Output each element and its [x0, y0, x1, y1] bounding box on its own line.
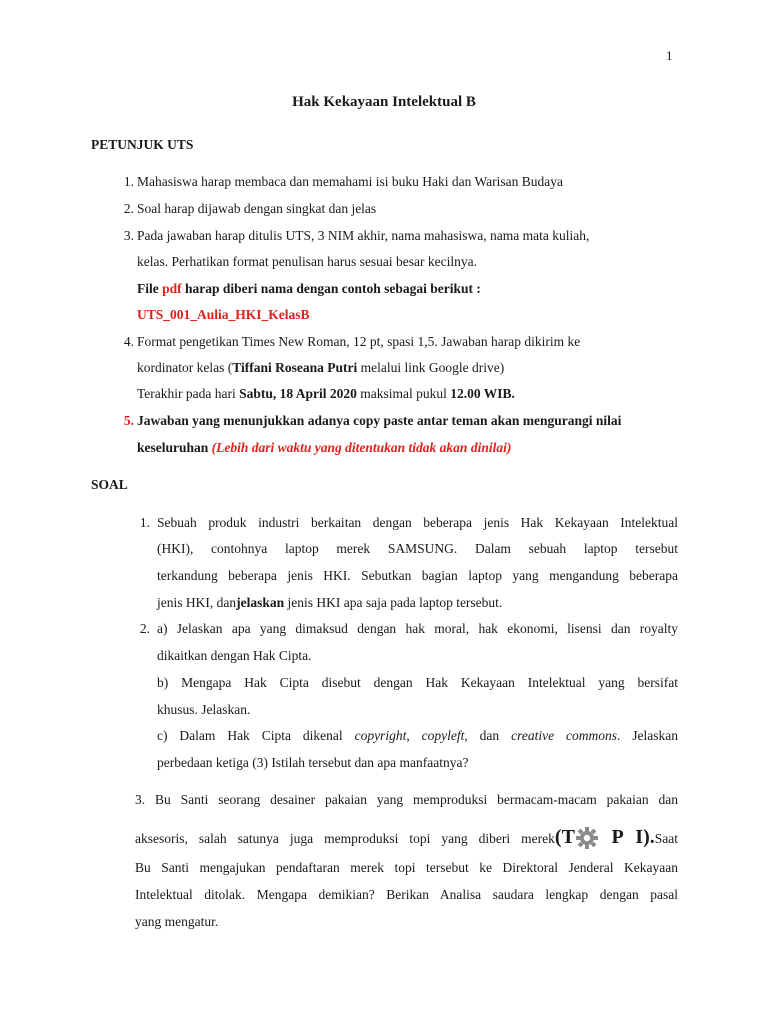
question-text: Intelektual ditolak. Mengapa demikian? Berikan Analisa saudara lengkap dengan pasal [135, 887, 678, 902]
item-text [137, 440, 511, 456]
term-creative-commons: creative commons [511, 728, 617, 743]
logo-text: P I). [598, 826, 655, 848]
question-2c-text: perbedaan ketiga (3) Istilah tersebut dan apa manfaatnya? [157, 755, 469, 770]
question-2b-text: khusus. Jelaskan. [157, 702, 251, 717]
question-text: (HKI), contohnya laptop merek SAMSUNG. Dalam sebuah laptop tersebut [157, 541, 678, 556]
item-number: 4. [123, 334, 134, 349]
item-text [137, 360, 504, 376]
text-run: Terakhir pada hari [137, 386, 240, 401]
term-copyright: copyright [354, 728, 407, 743]
coordinator-name: Tiffani Roseana Putri [232, 360, 358, 375]
question-2a-text: a) Jelaskan apa yang dimaksud dengan hak moral, hak ekonomi, lisensi dan royalty [157, 621, 678, 636]
deadline-date: Sabtu, 18 April 2020 [239, 386, 357, 401]
file-name-example: UTS_001_Aulia_HKI_KelasB [137, 307, 310, 322]
file-instruction-text: harap diberi nama dengan contoh sebagai berikut : [181, 281, 481, 296]
text-run: maksimal pukul [356, 386, 451, 401]
document-title: Hak Kekayaan Intelektual B [292, 94, 476, 110]
question-2c-text [157, 728, 678, 744]
question-text: Sebuah produk industri berkaitan dengan beberapa jenis Hak Kekayaan Intelektual [157, 515, 678, 530]
item-text: Pada jawaban harap ditulis UTS, 3 NIM akhir, nama mahasiswa, nama mata kuliah, [137, 228, 590, 243]
question-2b-text: b) Mengapa Hak Cipta disebut dengan Hak Kekayaan Intelektual yang bersifat [157, 675, 678, 690]
text-run: melalui link Google drive) [357, 360, 505, 375]
text-run: c) Dalam Hak Cipta dikenal [157, 728, 355, 743]
question-text: yang mengatur. [135, 914, 219, 929]
item-text: Soal harap dijawab dengan singkat dan jelas [137, 201, 377, 216]
file-naming-instruction [137, 281, 481, 297]
question-text: Bu Santi mengajukan pendaftaran merek topi tersebut ke Direktoral Jenderal Kekayaan [135, 860, 678, 875]
question-text: terkandung beberapa jenis HKI. Sebutkan bagian laptop yang mengandung beberapa [157, 568, 678, 583]
page-number: 1 [666, 48, 673, 63]
item-text: Jawaban yang menunjukkan adanya copy paste antar teman akan mengurangi nilai [137, 413, 622, 428]
late-warning: (Lebih dari waktu yang ditentukan tidak akan dinilai) [211, 440, 512, 455]
text-run: kordinator kelas ( [137, 360, 233, 375]
item-text: Format pengetikan Times New Roman, 12 pt, spasi 1,5. Jawaban harap dikirim ke [137, 334, 581, 349]
term-copyleft: copyleft [421, 728, 465, 743]
text-run: jenis HKI apa saja pada laptop tersebut. [284, 595, 503, 610]
questions-heading: SOAL [91, 477, 128, 492]
text-run: keseluruhan [137, 440, 212, 455]
text-run: , dan [464, 728, 512, 743]
emphasis: jelaskan [236, 595, 285, 610]
gear-icon [575, 826, 599, 850]
text-run: Saat [654, 831, 678, 846]
file-label: File [137, 281, 163, 296]
pdf-highlight: pdf [162, 281, 182, 296]
deadline-time: 12.00 WIB. [450, 386, 515, 401]
question-text: 3. Bu Santi seorang desainer pakaian yang memproduksi bermacam-macam pakaian dan [135, 792, 678, 807]
text-run: . Jelaskan [616, 728, 679, 743]
item-text: Mahasiswa harap membaca dan memahami isi buku Haki dan Warisan Budaya [137, 174, 564, 189]
text-run: jenis HKI, dan [157, 595, 237, 610]
question-number: 1. [139, 515, 150, 530]
instructions-heading: PETUNJUK UTS [91, 137, 194, 152]
text-run: , [406, 728, 422, 743]
text-run: aksesoris, salah satunya juga memproduksi topi yang diberi merek [135, 831, 555, 846]
logo-text: (T [554, 826, 575, 848]
item-number: 1. [123, 174, 134, 189]
item-text: kelas. Perhatikan format penulisan harus sesuai besar kecilnya. [137, 254, 478, 269]
item-number: 2. [123, 201, 134, 216]
deadline-text [137, 386, 515, 402]
question-2a-text: dikaitkan dengan Hak Cipta. [157, 648, 312, 663]
question-text [135, 822, 678, 854]
item-number: 3. [123, 228, 134, 243]
question-number: 2. [139, 621, 150, 636]
item-number: 5. [123, 413, 134, 428]
topi-brand-logo [555, 826, 655, 848]
question-text [157, 595, 678, 611]
